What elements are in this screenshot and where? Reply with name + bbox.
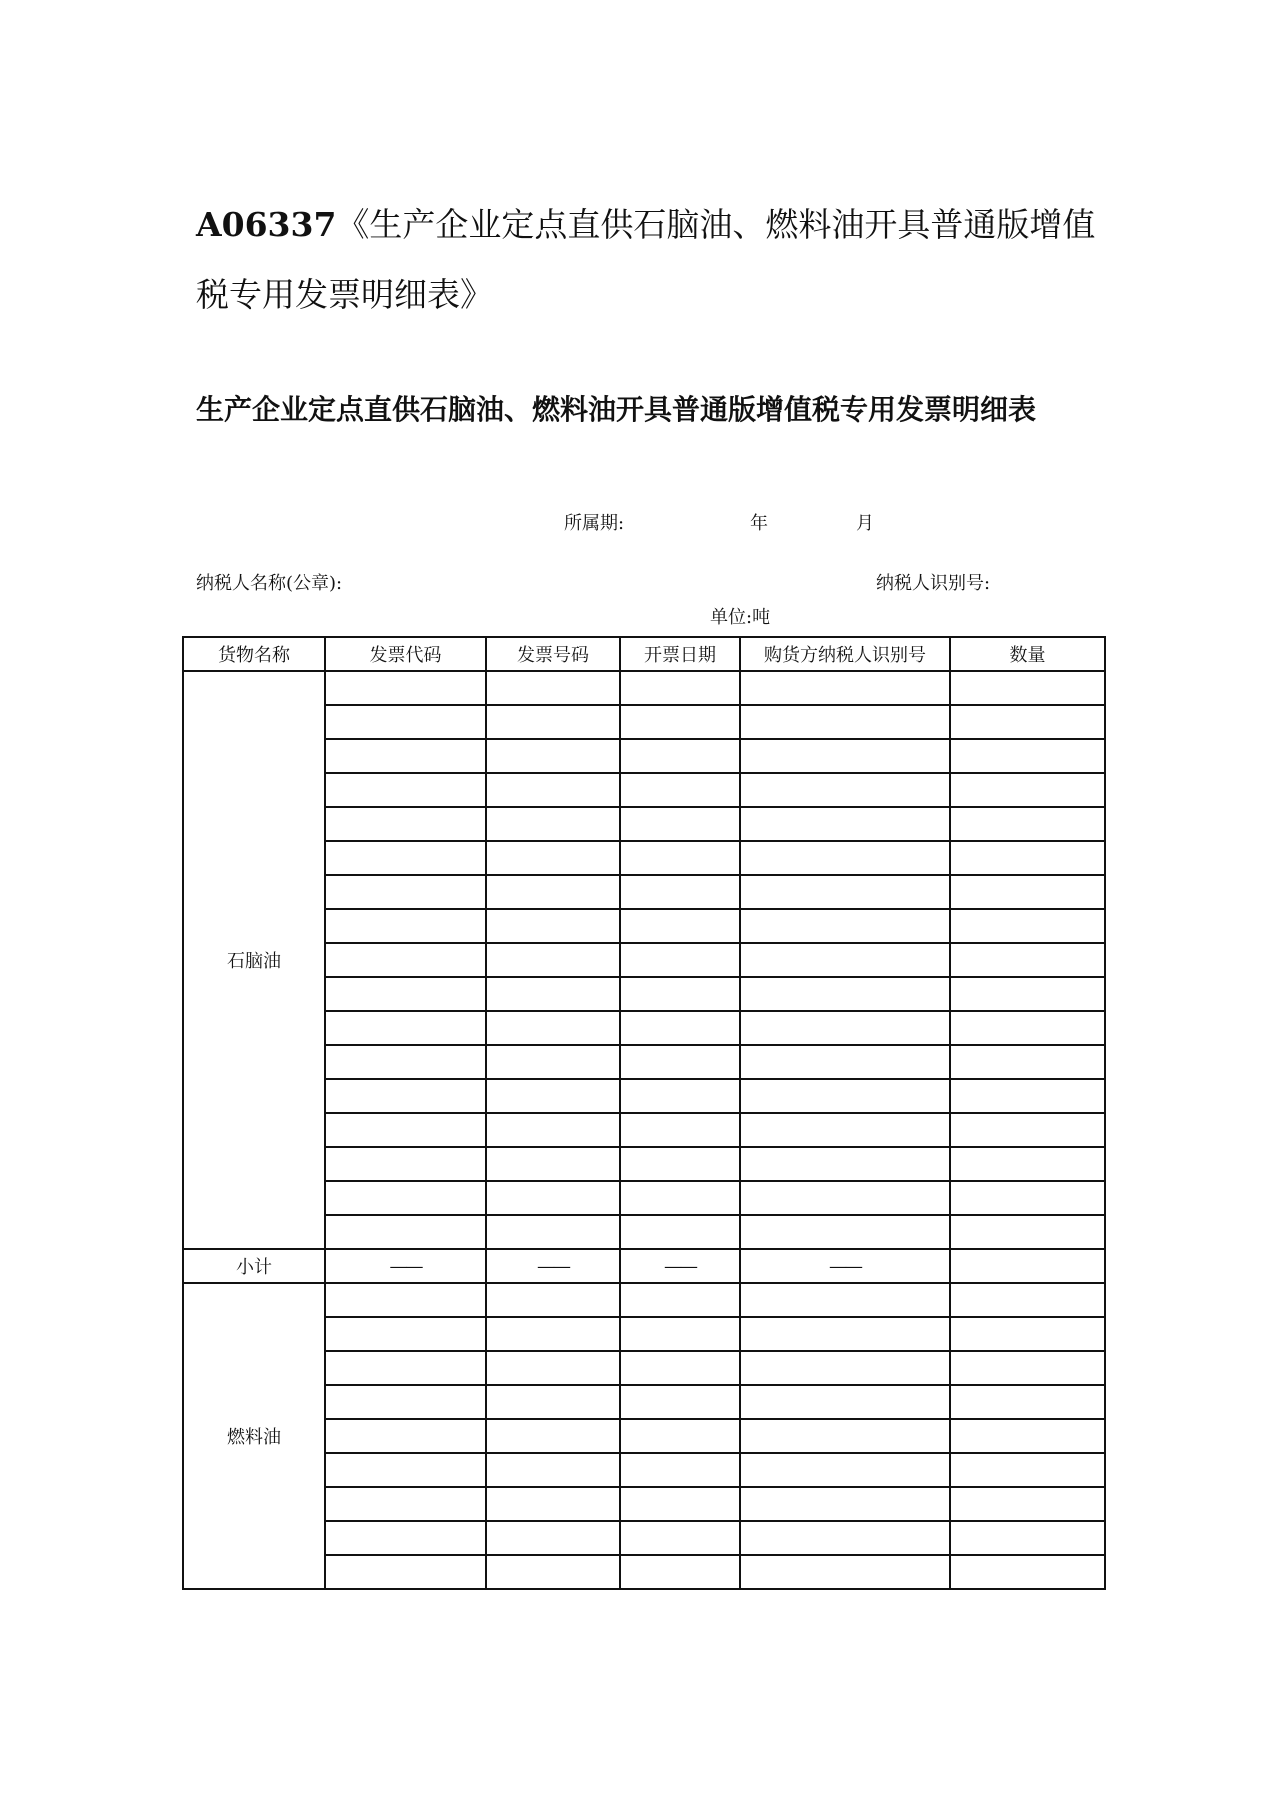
- unit-label: 单位:吨: [710, 607, 771, 628]
- subtotal-placeholder: ——: [486, 1249, 620, 1283]
- invoice-number-cell[interactable]: [486, 1113, 620, 1147]
- quantity-cell[interactable]: [950, 1555, 1105, 1589]
- invoice-code-cell[interactable]: [325, 1147, 486, 1181]
- quantity-cell[interactable]: [950, 1453, 1105, 1487]
- period-label: 所属期:: [564, 513, 625, 534]
- invoice-number-cell[interactable]: [486, 977, 620, 1011]
- buyer-taxpayer-id-cell[interactable]: [740, 1011, 950, 1045]
- document-code: A06337: [196, 205, 337, 244]
- table-row: [183, 1283, 1105, 1317]
- subtotal-label: 小计: [183, 1249, 325, 1283]
- invoice-number-cell[interactable]: [486, 1215, 620, 1249]
- fuel-oil-section: [183, 1283, 1105, 1589]
- quantity-cell[interactable]: [950, 1147, 1105, 1181]
- invoice-number-cell[interactable]: [486, 1419, 620, 1453]
- buyer-taxpayer-id-cell[interactable]: [740, 1317, 950, 1351]
- buyer-taxpayer-id-cell[interactable]: [740, 1351, 950, 1385]
- invoice-code-cell[interactable]: [325, 909, 486, 943]
- header-invoice-number: 发票号码: [486, 637, 620, 671]
- quantity-cell[interactable]: [950, 1487, 1105, 1521]
- buyer-taxpayer-id-cell[interactable]: [740, 1555, 950, 1589]
- buyer-taxpayer-id-cell[interactable]: [740, 875, 950, 909]
- quantity-cell[interactable]: [950, 705, 1105, 739]
- invoice-code-cell[interactable]: [325, 1487, 486, 1521]
- buyer-taxpayer-id-cell[interactable]: [740, 841, 950, 875]
- issue-date-cell[interactable]: [620, 1453, 740, 1487]
- issue-date-cell[interactable]: [620, 875, 740, 909]
- document-title: [196, 190, 1096, 330]
- invoice-code-cell[interactable]: [325, 1317, 486, 1351]
- form-title: 生产企业定点直供石脑油、燃料油开具普通版增值税专用发票明细表: [196, 393, 1037, 426]
- quantity-cell[interactable]: [950, 773, 1105, 807]
- issue-date-cell[interactable]: [620, 1181, 740, 1215]
- header-invoice-code: 发票代码: [325, 637, 486, 671]
- issue-date-cell[interactable]: [620, 1419, 740, 1453]
- quantity-cell[interactable]: [950, 671, 1105, 705]
- quantity-cell[interactable]: [950, 807, 1105, 841]
- subtotal-row: [183, 1249, 1105, 1283]
- quantity-cell[interactable]: [950, 1113, 1105, 1147]
- subtotal-placeholder: ——: [740, 1249, 950, 1283]
- quantity-cell[interactable]: [950, 1317, 1105, 1351]
- invoice-number-cell[interactable]: [486, 739, 620, 773]
- buyer-taxpayer-id-cell[interactable]: [740, 1215, 950, 1249]
- invoice-code-cell[interactable]: [325, 773, 486, 807]
- buyer-taxpayer-id-cell[interactable]: [740, 1283, 950, 1317]
- issue-date-cell[interactable]: [620, 1521, 740, 1555]
- issue-date-cell[interactable]: [620, 1351, 740, 1385]
- invoice-code-cell[interactable]: [325, 1351, 486, 1385]
- invoice-code-cell[interactable]: [325, 1181, 486, 1215]
- issue-date-cell[interactable]: [620, 705, 740, 739]
- issue-date-cell[interactable]: [620, 1555, 740, 1589]
- issue-date-cell[interactable]: [620, 1147, 740, 1181]
- invoice-code-cell[interactable]: [325, 739, 486, 773]
- buyer-taxpayer-id-cell[interactable]: [740, 1487, 950, 1521]
- buyer-taxpayer-id-cell[interactable]: [740, 1453, 950, 1487]
- quantity-cell[interactable]: [950, 739, 1105, 773]
- buyer-taxpayer-id-cell[interactable]: [740, 739, 950, 773]
- issue-date-cell[interactable]: [620, 943, 740, 977]
- invoice-number-cell[interactable]: [486, 1487, 620, 1521]
- invoice-number-cell[interactable]: [486, 909, 620, 943]
- invoice-code-cell[interactable]: [325, 875, 486, 909]
- goods-name-cell: 石脑油: [183, 671, 325, 1249]
- buyer-taxpayer-id-cell[interactable]: [740, 1181, 950, 1215]
- invoice-detail-table: [182, 636, 1106, 1590]
- invoice-number-cell[interactable]: [486, 1317, 620, 1351]
- buyer-taxpayer-id-cell[interactable]: [740, 773, 950, 807]
- invoice-code-cell[interactable]: [325, 1521, 486, 1555]
- taxpayer-name-label: 纳税人名称(公章):: [196, 573, 343, 594]
- quantity-cell[interactable]: [950, 1079, 1105, 1113]
- buyer-taxpayer-id-cell[interactable]: [740, 1045, 950, 1079]
- issue-date-cell[interactable]: [620, 1079, 740, 1113]
- quantity-cell[interactable]: [950, 1419, 1105, 1453]
- issue-date-cell[interactable]: [620, 1045, 740, 1079]
- invoice-number-cell[interactable]: [486, 1555, 620, 1589]
- issue-date-cell[interactable]: [620, 807, 740, 841]
- invoice-code-cell[interactable]: [325, 1011, 486, 1045]
- issue-date-cell[interactable]: [620, 909, 740, 943]
- table-row: [183, 671, 1105, 705]
- invoice-code-cell[interactable]: [325, 1079, 486, 1113]
- issue-date-cell[interactable]: [620, 739, 740, 773]
- invoice-number-cell[interactable]: [486, 1453, 620, 1487]
- buyer-taxpayer-id-cell[interactable]: [740, 1147, 950, 1181]
- buyer-taxpayer-id-cell[interactable]: [740, 1079, 950, 1113]
- invoice-number-cell[interactable]: [486, 1283, 620, 1317]
- invoice-code-cell[interactable]: [325, 807, 486, 841]
- quantity-cell[interactable]: [950, 1215, 1105, 1249]
- buyer-taxpayer-id-cell[interactable]: [740, 909, 950, 943]
- goods-name-cell: 燃料油: [183, 1283, 325, 1589]
- invoice-code-cell[interactable]: [325, 977, 486, 1011]
- month-label: 月: [856, 513, 874, 534]
- buyer-taxpayer-id-cell[interactable]: [740, 671, 950, 705]
- buyer-taxpayer-id-cell[interactable]: [740, 943, 950, 977]
- invoice-number-cell[interactable]: [486, 1521, 620, 1555]
- quantity-cell[interactable]: [950, 841, 1105, 875]
- document-title-text: 《生产企业定点直供石脑油、燃料油开具普通版增值税专用发票明细表》: [196, 205, 1096, 314]
- issue-date-cell[interactable]: [620, 1385, 740, 1419]
- buyer-taxpayer-id-cell[interactable]: [740, 1385, 950, 1419]
- invoice-code-cell[interactable]: [325, 1113, 486, 1147]
- issue-date-cell[interactable]: [620, 1011, 740, 1045]
- subtotal-quantity-cell[interactable]: [950, 1249, 1105, 1283]
- invoice-number-cell[interactable]: [486, 1351, 620, 1385]
- invoice-code-cell[interactable]: [325, 1045, 486, 1079]
- buyer-taxpayer-id-cell[interactable]: [740, 1113, 950, 1147]
- buyer-taxpayer-id-cell[interactable]: [740, 807, 950, 841]
- issue-date-cell[interactable]: [620, 1317, 740, 1351]
- invoice-number-cell[interactable]: [486, 1385, 620, 1419]
- quantity-cell[interactable]: [950, 977, 1105, 1011]
- quantity-cell[interactable]: [950, 1181, 1105, 1215]
- invoice-number-cell[interactable]: [486, 773, 620, 807]
- invoice-code-cell[interactable]: [325, 943, 486, 977]
- quantity-cell[interactable]: [950, 1385, 1105, 1419]
- header-goods-name: 货物名称: [183, 637, 325, 671]
- issue-date-cell[interactable]: [620, 1113, 740, 1147]
- invoice-code-cell[interactable]: [325, 841, 486, 875]
- quantity-cell[interactable]: [950, 909, 1105, 943]
- invoice-number-cell[interactable]: [486, 705, 620, 739]
- header-quantity: 数量: [950, 637, 1105, 671]
- quantity-cell[interactable]: [950, 1521, 1105, 1555]
- table-header-row: [183, 637, 1105, 671]
- invoice-number-cell[interactable]: [486, 1147, 620, 1181]
- quantity-cell[interactable]: [950, 1045, 1105, 1079]
- invoice-number-cell[interactable]: [486, 807, 620, 841]
- subtotal-placeholder: ——: [620, 1249, 740, 1283]
- subtotal-placeholder: ——: [325, 1249, 486, 1283]
- quantity-cell[interactable]: [950, 943, 1105, 977]
- quantity-cell[interactable]: [950, 875, 1105, 909]
- quantity-cell[interactable]: [950, 1283, 1105, 1317]
- year-label: 年: [750, 513, 768, 534]
- invoice-number-cell[interactable]: [486, 841, 620, 875]
- invoice-code-cell[interactable]: [325, 671, 486, 705]
- invoice-number-cell[interactable]: [486, 1011, 620, 1045]
- buyer-taxpayer-id-cell[interactable]: [740, 977, 950, 1011]
- issue-date-cell[interactable]: [620, 1283, 740, 1317]
- invoice-number-cell[interactable]: [486, 1045, 620, 1079]
- buyer-taxpayer-id-cell[interactable]: [740, 1521, 950, 1555]
- issue-date-cell[interactable]: [620, 1487, 740, 1521]
- buyer-taxpayer-id-cell[interactable]: [740, 1419, 950, 1453]
- issue-date-cell[interactable]: [620, 841, 740, 875]
- invoice-number-cell[interactable]: [486, 671, 620, 705]
- header-issue-date: 开票日期: [620, 637, 740, 671]
- invoice-code-cell[interactable]: [325, 1215, 486, 1249]
- header-buyer-taxpayer-id: 购货方纳税人识别号: [740, 637, 950, 671]
- invoice-code-cell[interactable]: [325, 1283, 486, 1317]
- invoice-code-cell[interactable]: [325, 1453, 486, 1487]
- quantity-cell[interactable]: [950, 1011, 1105, 1045]
- invoice-number-cell[interactable]: [486, 1181, 620, 1215]
- invoice-code-cell[interactable]: [325, 1385, 486, 1419]
- quantity-cell[interactable]: [950, 1351, 1105, 1385]
- buyer-taxpayer-id-cell[interactable]: [740, 705, 950, 739]
- invoice-code-cell[interactable]: [325, 1555, 486, 1589]
- issue-date-cell[interactable]: [620, 671, 740, 705]
- invoice-code-cell[interactable]: [325, 1419, 486, 1453]
- invoice-number-cell[interactable]: [486, 1079, 620, 1113]
- taxpayer-id-label: 纳税人识别号:: [876, 573, 991, 594]
- invoice-number-cell[interactable]: [486, 943, 620, 977]
- invoice-number-cell[interactable]: [486, 875, 620, 909]
- naphtha-section: [183, 671, 1105, 1249]
- invoice-code-cell[interactable]: [325, 705, 486, 739]
- issue-date-cell[interactable]: [620, 977, 740, 1011]
- issue-date-cell[interactable]: [620, 1215, 740, 1249]
- issue-date-cell[interactable]: [620, 773, 740, 807]
